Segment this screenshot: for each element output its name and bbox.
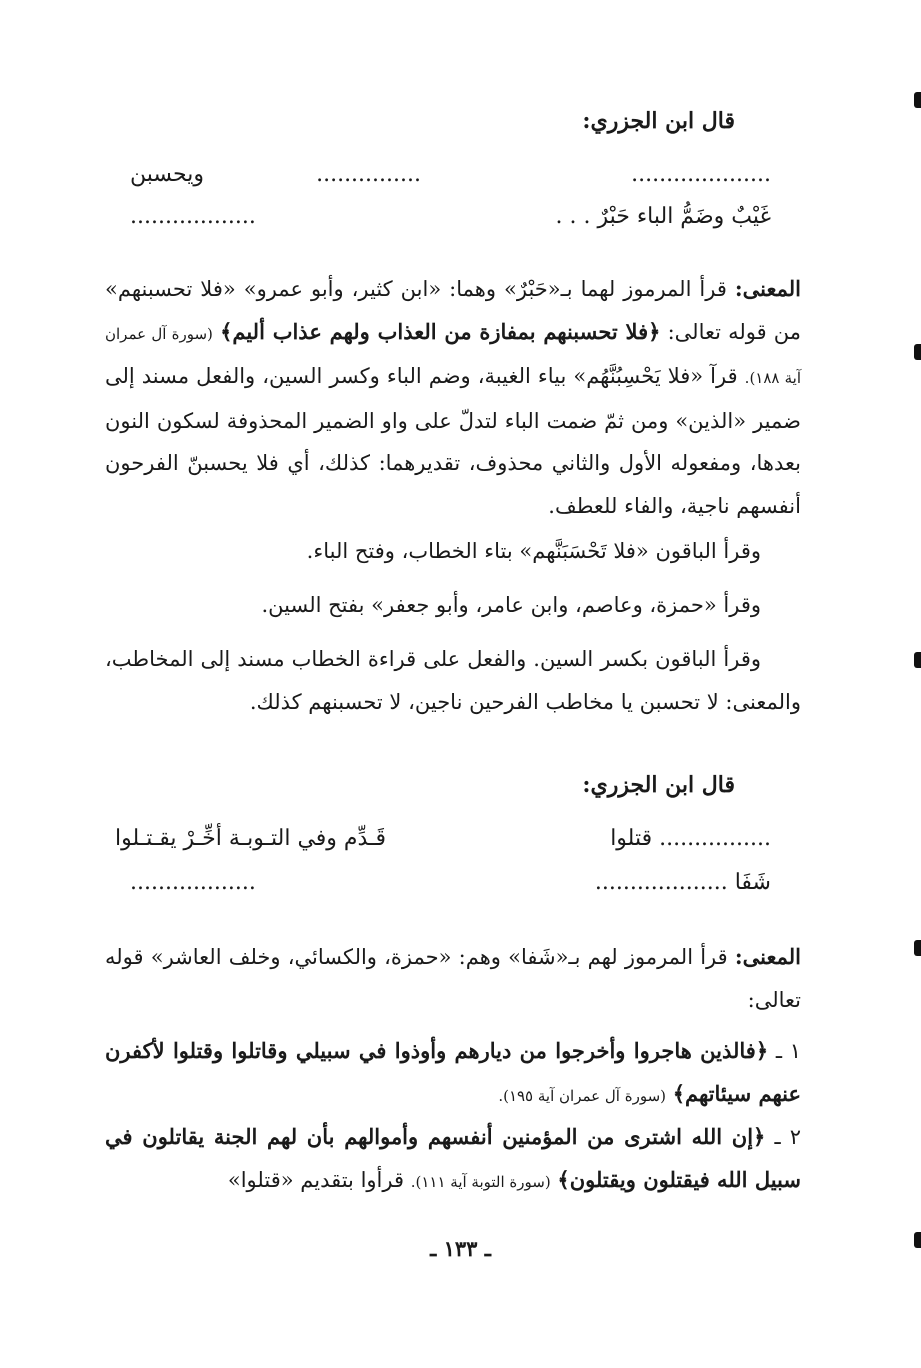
meaning-paragraph	[105, 936, 801, 1021]
surah-reference: (سورة آل عمران آية ١٨٨).	[105, 324, 801, 387]
section-heading: قال ابن الجزري:	[582, 108, 735, 134]
paragraph: وقرأ الباقون «فلا تَحْسَبَنَّهم» بتاء الخطاب، وفتح الباء.	[306, 539, 761, 563]
verse-hemistich-left: ..................	[130, 870, 256, 895]
verse-line	[110, 870, 771, 906]
paragraph: وقرأ «حمزة، وعاصم، وابن عامر، وأبو جعفر» بفتح السين.	[261, 593, 761, 617]
quran-quote: ﴿فالذين هاجروا وأخرجوا من ديارهم وأوذوا في سبيلي وقاتلوا وقتلوا لأكفرن عنهم سيئاتهم﴾	[105, 1038, 801, 1106]
verse-hemistich-right: شَفَا ...................	[594, 870, 771, 895]
surah-reference: (سورة التوبة آية ١١١).	[410, 1172, 551, 1191]
verse-hemistich-left: ويحسبن	[130, 162, 204, 187]
meaning-text: قرأ المرموز لهم بـ«شَفا» وهم: «حمزة، والكسائي، وخلف العاشر» قوله تعالى:	[105, 945, 801, 1012]
meaning-label: المعنى:	[734, 944, 801, 969]
item-tail-text: قرأوا بتقديم «قتلوا»	[227, 1167, 405, 1192]
meaning-text: قرآ «فلا يَحْسِبُنَّهُم» بياء الغيبة، وضم الباء وكسر السين، والفعل مسند إلى ضمير «الذين» ومن ثمّ ضمت الباء لتدلّ على واو الضمير المحذوفة لسكون النون بعدها، ومفعوله الأول والثاني محذوف، تقديرهما: كذلك، أي فلا يحسبنّ الفرحون أنفسهم ناجية، والفاء للعطف.	[105, 364, 801, 518]
binding-mark	[914, 344, 921, 360]
binding-mark	[914, 940, 921, 956]
verse-hemistich-left: ..................	[130, 204, 256, 229]
meaning-paragraph	[105, 268, 801, 527]
binding-mark	[914, 92, 921, 108]
verse-line	[110, 204, 771, 240]
meaning-label: المعنى:	[734, 276, 801, 301]
meaning-text: قرأ المرموز لهما بـ«حَبْرٌ» وهما: «ابن كثير، وأبو عمرو» «فلا تحسبنهم» من قوله تعالى:	[105, 277, 802, 344]
section-heading: قال ابن الجزري:	[582, 772, 735, 798]
list-item	[105, 1030, 801, 1117]
page-number: ـ ١٣٣ ـ	[430, 1236, 491, 1261]
list-item	[105, 1116, 801, 1203]
item-number: ٢ ـ	[774, 1125, 801, 1149]
verse-hemistich-right: غَيْبٌ وضَمُّ الباء حَبْرٌ . . .	[555, 204, 771, 229]
quran-quote: ﴿فلا تحسبنهم بمفازة من العذاب ولهم عذاب أليم﴾	[220, 318, 661, 344]
verse-line	[110, 826, 771, 862]
verse-line	[110, 162, 771, 198]
item-number: ١ ـ	[775, 1039, 801, 1063]
surah-reference: (سورة آل عمران آية ١٩٥).	[498, 1086, 666, 1105]
quran-quote: ﴿إن الله اشترى من المؤمنين أنفسهم وأموالهم بأن لهم الجنة يقاتلون في سبيل الله فيقتلون ويقتلون﴾	[105, 1124, 801, 1192]
verse-hemistich-right: ................ قتلوا	[610, 826, 771, 851]
verse-dots: ...............	[316, 162, 421, 187]
verse-hemistich-right: ....................	[631, 162, 771, 187]
verse-hemistich-left: قَـدِّم وفي التـوبـة أخِّـرْ يقـتـلوا	[115, 826, 387, 851]
paragraph: وقرأ الباقون بكسر السين. والفعل على قراءة الخطاب مسند إلى المخاطب، والمعنى: لا تحسبن يا مخاطب الفرحين ناجين، لا تحسبنهم كذلك.	[105, 647, 801, 714]
binding-mark	[914, 652, 921, 668]
